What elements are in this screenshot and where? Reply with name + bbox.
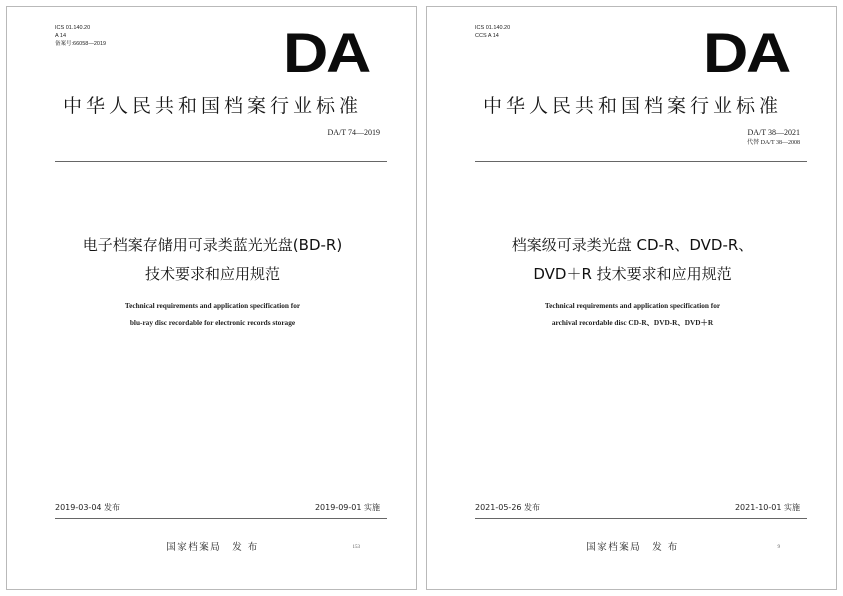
ics-code: ICS 01.140.20 bbox=[55, 25, 91, 31]
filing-number: 备案号:66058—2019 bbox=[55, 41, 107, 47]
issuing-authority: 国家档案局 发 布 bbox=[166, 542, 259, 553]
standard-code: DA/T 38—2021 bbox=[747, 128, 800, 137]
page-number: 153 bbox=[352, 545, 360, 550]
document-title-en bbox=[427, 297, 838, 331]
standard-cover-page-dat-38 bbox=[426, 6, 837, 590]
da-logo: DA bbox=[703, 21, 790, 84]
ics-code: ICS 01.140.20 bbox=[475, 25, 511, 31]
title-cn-line: 电子档案存储用可录类蓝光光盘(BD-R) bbox=[82, 236, 343, 254]
title-cn-line: 档案级可录类光盘 CD-R、DVD-R、 bbox=[511, 236, 754, 254]
classification-block bbox=[55, 24, 106, 48]
da-logo: DA bbox=[283, 21, 370, 84]
classification-block bbox=[475, 24, 510, 40]
document-title-cn bbox=[427, 231, 838, 289]
header-divider bbox=[55, 161, 387, 162]
title-en-line: Technical requirements and application specification for bbox=[544, 301, 721, 310]
document-title-cn bbox=[7, 231, 418, 289]
standard-category-title: 中华人民共和国档案行业标准 bbox=[62, 95, 362, 117]
title-en-line: blu-ray disc recordable for electronic records storage bbox=[129, 318, 296, 327]
standard-category-title: 中华人民共和国档案行业标准 bbox=[482, 95, 782, 117]
replaces-note: 代替 DA/T 38—2008 bbox=[747, 140, 800, 146]
publish-date: 2021-05-26 发布 bbox=[475, 503, 541, 512]
title-cn-line: DVD＋R 技术要求和应用规范 bbox=[533, 265, 732, 283]
title-en-line: archival recordable disc CD-R、DVD-R、DVD＋R bbox=[551, 318, 714, 327]
standard-cover-page-dat-74 bbox=[6, 6, 417, 590]
title-en-line: Technical requirements and application specification for bbox=[124, 301, 301, 310]
standard-code: DA/T 74—2019 bbox=[327, 128, 380, 137]
header-divider bbox=[475, 161, 807, 162]
publish-date: 2019-03-04 发布 bbox=[55, 503, 121, 512]
footer-divider bbox=[55, 518, 387, 519]
implement-date: 2019-09-01 实施 bbox=[314, 503, 380, 512]
title-cn-line: 技术要求和应用规范 bbox=[144, 265, 280, 283]
ccs-code: A 14 bbox=[55, 33, 67, 39]
standard-code-block bbox=[747, 128, 800, 148]
issuing-authority: 国家档案局 发 布 bbox=[586, 542, 679, 553]
implement-date: 2021-10-01 实施 bbox=[734, 503, 800, 512]
standard-code-block bbox=[327, 128, 380, 138]
document-title-en bbox=[7, 297, 418, 331]
ccs-code: CCS A 14 bbox=[475, 33, 499, 39]
footer-divider bbox=[475, 518, 807, 519]
page-number: 9 bbox=[777, 545, 780, 550]
